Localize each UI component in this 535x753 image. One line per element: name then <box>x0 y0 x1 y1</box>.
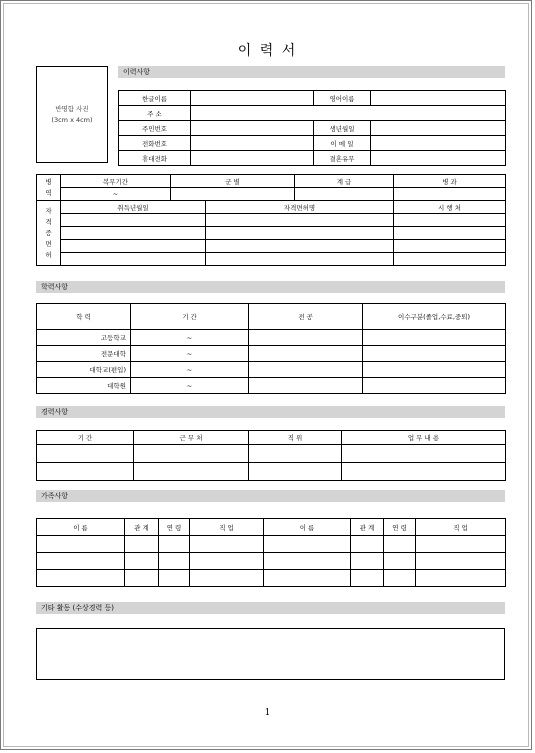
name-field[interactable] <box>37 536 125 553</box>
label-marital-status: 결혼유무 <box>314 151 371 166</box>
age-field[interactable] <box>384 536 416 553</box>
rank-field[interactable] <box>295 188 394 201</box>
photo-size: (3cm x 4cm) <box>51 115 93 124</box>
table-row <box>37 227 506 240</box>
position-field[interactable] <box>249 463 342 481</box>
period-field[interactable]: ~ <box>131 330 249 346</box>
korean-name-field[interactable] <box>191 91 314 106</box>
period-field[interactable] <box>37 463 134 481</box>
workplace-field[interactable] <box>134 445 249 463</box>
header-age: 연 령 <box>159 519 190 536</box>
name-field[interactable] <box>264 553 351 570</box>
issuer-field[interactable] <box>394 253 506 266</box>
position-field[interactable] <box>249 445 342 463</box>
period-field[interactable]: ~ <box>131 378 249 394</box>
label-phone: 전화번호 <box>119 136 191 151</box>
section-heading-education: 학력사항 <box>41 283 69 291</box>
table-row <box>37 431 506 445</box>
period-field[interactable]: ~ <box>131 346 249 362</box>
major-field[interactable] <box>249 362 363 378</box>
marital-status-field[interactable] <box>371 151 506 166</box>
age-field[interactable] <box>384 570 416 587</box>
label-english-name: 영어이름 <box>314 91 371 106</box>
header-position: 직 위 <box>249 431 342 445</box>
section-bar-family <box>36 490 505 502</box>
occupation-field[interactable] <box>190 536 264 553</box>
label-resident-number: 주민번호 <box>119 121 191 136</box>
occupation-field[interactable] <box>190 570 264 587</box>
header-name: 이 름 <box>37 519 125 536</box>
photo-label: 반명함 사진 <box>55 104 89 113</box>
header-age: 연 령 <box>384 519 416 536</box>
section-bar-other <box>36 602 505 614</box>
workplace-field[interactable] <box>134 463 249 481</box>
relation-field[interactable] <box>351 536 384 553</box>
table-row <box>37 175 506 188</box>
name-field[interactable] <box>264 570 351 587</box>
header-issuer: 시 행 처 <box>394 201 506 214</box>
branch-field[interactable] <box>171 188 295 201</box>
relation-field[interactable] <box>351 570 384 587</box>
completion-field[interactable] <box>363 346 506 362</box>
table-row <box>37 362 506 378</box>
name-field[interactable] <box>37 570 125 587</box>
header-education: 학 력 <box>37 304 131 330</box>
section-bar-career <box>36 406 505 418</box>
header-occupation: 직 업 <box>416 519 506 536</box>
other-activities-box[interactable] <box>36 628 505 680</box>
school-level-label: 전문대학 <box>37 346 131 362</box>
section-heading-personal: 이력사항 <box>123 68 151 76</box>
table-row <box>37 188 506 201</box>
label-email: 이 메 일 <box>314 136 371 151</box>
table-row <box>37 553 506 570</box>
acquired-date-field[interactable] <box>61 240 206 253</box>
specialty-field[interactable] <box>394 188 506 201</box>
school-level-label: 고등학교 <box>37 330 131 346</box>
header-completion: 이수구분(졸업,수료,중퇴) <box>363 304 506 330</box>
table-row <box>119 121 506 136</box>
service-period-field[interactable]: ~ <box>61 188 171 201</box>
document-title: 이 력 서 <box>237 43 298 59</box>
table-row <box>37 570 506 587</box>
birth-date-field[interactable] <box>371 121 506 136</box>
email-field[interactable] <box>371 136 506 151</box>
header-duties: 업 무 내 용 <box>342 431 506 445</box>
issuer-field[interactable] <box>394 214 506 227</box>
header-acquired-date: 취득년월일 <box>61 201 206 214</box>
table-row <box>37 519 506 536</box>
header-relation: 관 계 <box>351 519 384 536</box>
relation-field[interactable] <box>125 570 159 587</box>
table-row <box>37 463 506 481</box>
header-period: 기 간 <box>37 431 134 445</box>
license-name-field[interactable] <box>206 240 394 253</box>
major-field[interactable] <box>249 378 363 394</box>
duties-field[interactable] <box>342 445 506 463</box>
label-mobile: 휴대전화 <box>119 151 191 166</box>
completion-field[interactable] <box>363 362 506 378</box>
table-row <box>119 136 506 151</box>
military-side-label: 병 역 <box>37 175 61 201</box>
header-period: 기 간 <box>131 304 249 330</box>
table-row <box>37 346 506 362</box>
family-table <box>36 518 506 587</box>
header-occupation: 직 업 <box>190 519 264 536</box>
completion-field[interactable] <box>363 378 506 394</box>
header-relation: 관 계 <box>125 519 159 536</box>
major-field[interactable] <box>249 346 363 362</box>
table-row <box>119 91 506 106</box>
age-field[interactable] <box>159 570 190 587</box>
education-table <box>36 303 506 394</box>
table-row <box>37 240 506 253</box>
relation-field[interactable] <box>351 553 384 570</box>
acquired-date-field[interactable] <box>61 214 206 227</box>
license-name-field[interactable] <box>206 253 394 266</box>
career-table <box>36 430 506 481</box>
phone-field[interactable] <box>191 136 314 151</box>
age-field[interactable] <box>159 536 190 553</box>
name-field[interactable] <box>37 553 125 570</box>
header-major: 전 공 <box>249 304 363 330</box>
table-row <box>37 536 506 553</box>
address-field[interactable] <box>191 106 506 121</box>
page-number: 1 <box>264 708 271 718</box>
age-field[interactable] <box>384 553 416 570</box>
relation-field[interactable] <box>125 553 159 570</box>
school-level-label: 대학교(편입) <box>37 362 131 378</box>
personal-table <box>118 90 506 166</box>
header-specialty: 병 과 <box>394 175 506 188</box>
license-name-field[interactable] <box>206 214 394 227</box>
occupation-field[interactable] <box>190 553 264 570</box>
section-heading-other: 기타 활동 (수상경력 등) <box>41 604 114 612</box>
photo-placeholder[interactable] <box>36 66 108 163</box>
header-service-period: 복무기간 <box>61 175 171 188</box>
period-field[interactable] <box>37 445 134 463</box>
occupation-field[interactable] <box>416 553 506 570</box>
major-field[interactable] <box>249 330 363 346</box>
acquired-date-field[interactable] <box>61 227 206 240</box>
table-row <box>37 304 506 330</box>
section-heading-family: 가족사항 <box>41 492 69 500</box>
table-row <box>119 151 506 166</box>
age-field[interactable] <box>159 553 190 570</box>
header-license-name: 자격면허명 <box>206 201 394 214</box>
section-heading-career: 경력사항 <box>41 408 69 416</box>
table-row <box>37 378 506 394</box>
military-license-table <box>36 174 506 266</box>
table-row <box>119 106 506 121</box>
relation-field[interactable] <box>125 536 159 553</box>
section-bar-education <box>36 281 505 293</box>
acquired-date-field[interactable] <box>61 253 206 266</box>
label-birth-date: 생년월일 <box>314 121 371 136</box>
issuer-field[interactable] <box>394 240 506 253</box>
resident-number-field[interactable] <box>191 121 314 136</box>
header-workplace: 근 무 처 <box>134 431 249 445</box>
table-row <box>37 253 506 266</box>
table-row <box>37 330 506 346</box>
name-field[interactable] <box>264 536 351 553</box>
label-korean-name: 한글이름 <box>119 91 191 106</box>
school-level-label: 대학원 <box>37 378 131 394</box>
label-address: 주 소 <box>119 106 191 121</box>
table-row <box>37 201 506 214</box>
header-rank: 계 급 <box>295 175 394 188</box>
issuer-field[interactable] <box>394 227 506 240</box>
header-branch: 군 별 <box>171 175 295 188</box>
mobile-field[interactable] <box>191 151 314 166</box>
period-field[interactable]: ~ <box>131 362 249 378</box>
occupation-field[interactable] <box>416 536 506 553</box>
section-bar-personal <box>118 66 505 78</box>
table-row <box>37 214 506 227</box>
duties-field[interactable] <box>342 463 506 481</box>
license-side-label: 자 격 증 면 허 <box>37 201 61 266</box>
english-name-field[interactable] <box>371 91 506 106</box>
table-row <box>37 445 506 463</box>
header-name: 이 름 <box>264 519 351 536</box>
license-name-field[interactable] <box>206 227 394 240</box>
occupation-field[interactable] <box>416 570 506 587</box>
completion-field[interactable] <box>363 330 506 346</box>
